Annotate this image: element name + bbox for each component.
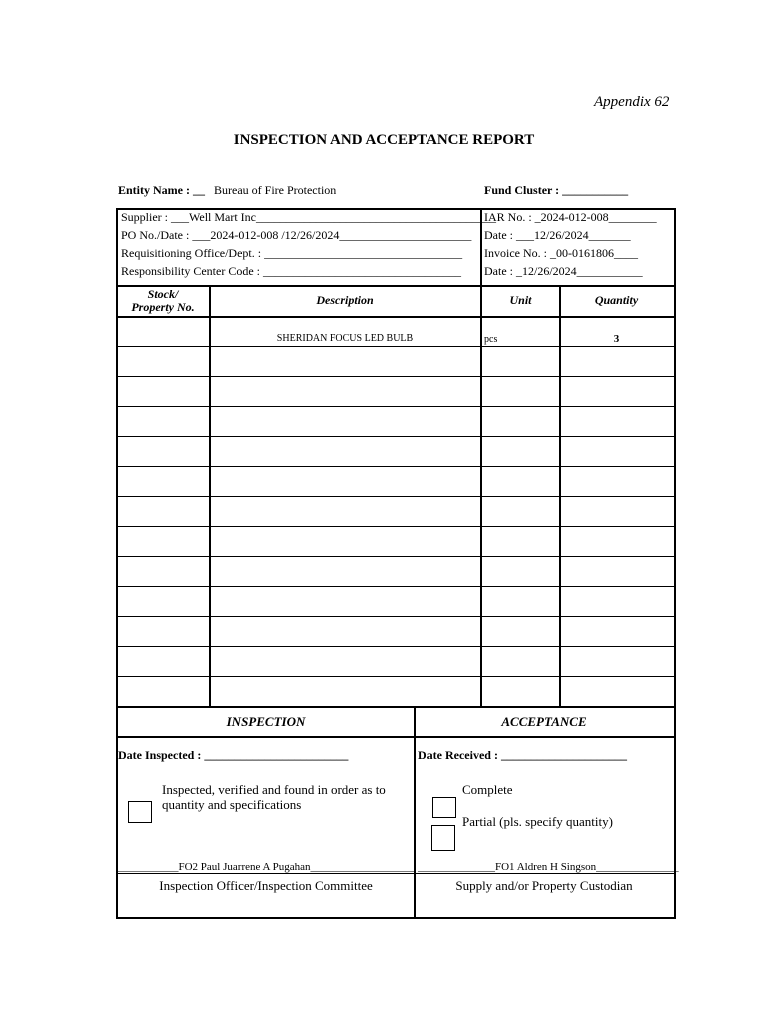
entity-name-label: Entity Name : __ <box>118 183 205 197</box>
table-row-divider <box>116 616 674 617</box>
report-title: INSPECTION AND ACCEPTANCE REPORT <box>233 132 535 148</box>
inspection-statement: Inspected, verified and found in order as to quantity and specifications <box>162 782 386 812</box>
property-custodian-name: ______________FO1 Aldren H Singson_______________ <box>418 861 679 873</box>
iar-date-field: Date : ___12/26/2024_______ <box>484 228 631 242</box>
stock-column-header: Stock/ Property No. <box>131 287 195 314</box>
invoice-date-field: Date : _12/26/2024___________ <box>484 264 643 278</box>
description-column-header: Description <box>316 293 374 307</box>
invoice-no-field: Invoice No. : _00-0161806____ <box>484 246 638 260</box>
table-row-divider <box>116 436 674 437</box>
table-row-divider <box>116 526 674 527</box>
report-form <box>116 208 676 919</box>
table-row-divider <box>116 376 674 377</box>
table-row-divider <box>116 346 674 347</box>
complete-checkbox[interactable] <box>432 797 456 818</box>
date-received-field: Date Received : _____________________ <box>418 748 627 762</box>
entity-name-value: Bureau of Fire Protection <box>214 183 337 197</box>
iar-no-field: IAR No. : _2024-012-008________ <box>484 210 657 224</box>
table-row-divider <box>116 676 674 677</box>
complete-label: Complete <box>462 782 513 797</box>
po-field: PO No./Date : ___2024-012-008 /12/26/2024______________________ <box>121 228 472 242</box>
partial-label: Partial (pls. specify quantity) <box>462 814 613 829</box>
acceptance-heading: ACCEPTANCE <box>501 714 587 729</box>
fund-cluster: Fund Cluster : ___________ <box>484 183 629 197</box>
property-custodian-role: Supply and/or Property Custodian <box>455 878 633 893</box>
responsibility-center-field: Responsibility Center Code : _________________________________ <box>121 264 461 278</box>
table-row-divider <box>116 466 674 467</box>
item-description: SHERIDAN FOCUS LED BULB <box>276 333 414 344</box>
inspection-officer-name: ___________FO2 Paul Juarrene A Pugahan___________________ <box>118 861 415 873</box>
appendix-label: Appendix 62 <box>594 94 670 110</box>
table-row-divider <box>116 406 674 407</box>
inspection-officer-role: Inspection Officer/Inspection Committee <box>159 878 373 893</box>
table-row-divider <box>116 556 674 557</box>
inspection-heading: INSPECTION <box>226 714 306 729</box>
requisitioning-office-field: Requisitioning Office/Dept. : _________________________________ <box>121 246 463 260</box>
item-quantity: 3 <box>613 333 620 345</box>
table-row-divider <box>116 496 674 497</box>
table-row-divider <box>116 586 674 587</box>
date-inspected-field: Date Inspected : ________________________ <box>118 748 349 762</box>
entity-name <box>118 183 336 198</box>
inspected-checkbox[interactable] <box>128 801 152 823</box>
table-row-divider <box>116 646 674 647</box>
partial-checkbox[interactable] <box>431 825 455 851</box>
supplier-field: Supplier : ___Well Mart Inc________________________________________ <box>121 210 497 224</box>
quantity-column-header: Quantity <box>594 293 639 307</box>
item-unit: pcs <box>484 334 498 345</box>
unit-column-header: Unit <box>509 293 532 307</box>
